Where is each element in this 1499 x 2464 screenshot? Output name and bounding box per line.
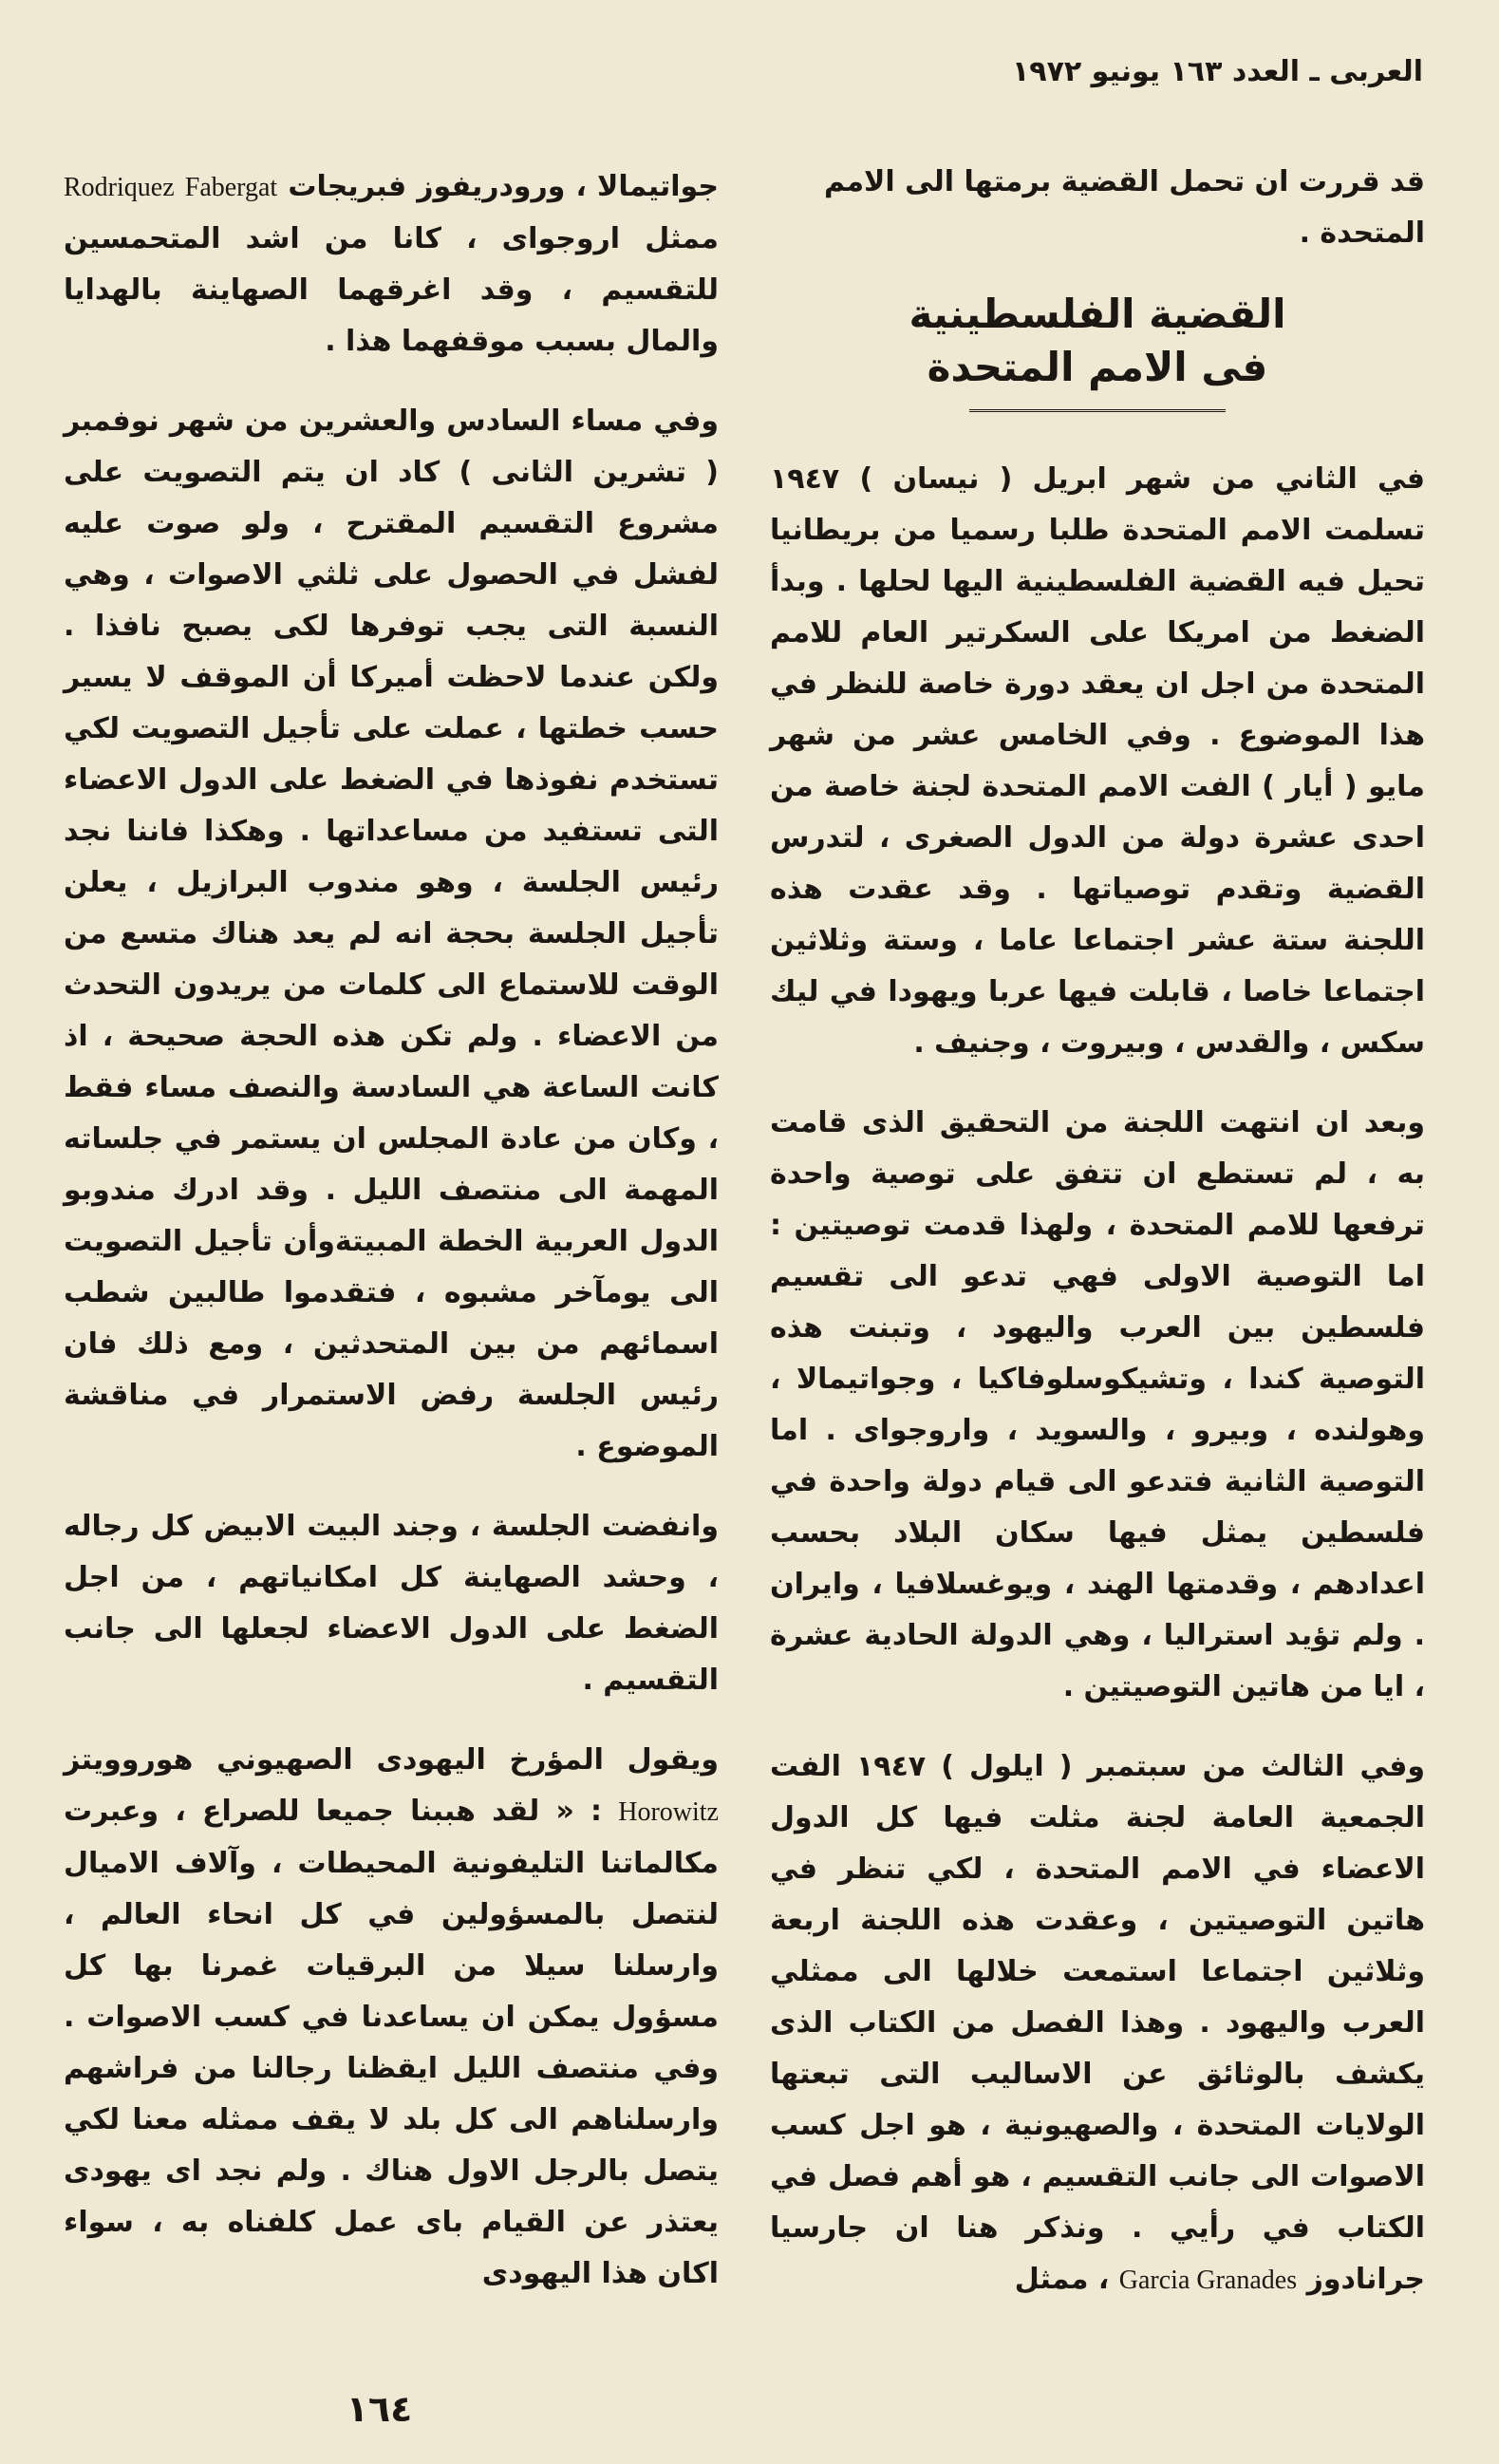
paragraph-3-end: ، ممثل (1014, 2263, 1110, 2296)
latin-name-horowitz: Horowitz (618, 1797, 719, 1827)
paragraph-7 (64, 1735, 719, 2300)
paragraph-2: وبعد ان انتهت اللجنة من التحقيق الذى قامت به ، لم تستطع ان تتفق على توصية واحدة ترفعها للامم المتحدة ، ولهذا قدمت توصيتين : اما التوصية الاولى فهي تدعو الى تقسيم فلسطين بين العرب واليهود ، وتبنت هذه التوصية كندا ، وتشيكوسلوفاكيا ، وجواتيمالا ، وهولنده ، وبيرو ، والسويد ، واروجواى . اما التوصية الثانية فتدعو الى قيام دولة واحدة في فلسطين يمثل فيها سكان البلاد بحسب اعدادهم ، وقدمتها الهند ، ويوغسلافيا ، وايران . ولم تؤيد استراليا ، وهي الدولة الحادية عشرة ، ايا من هاتين التوصيتين . (770, 1106, 1425, 1703)
paragraph-3-text: وفي الثالث من سبتمبر ( ايلول ) ١٩٤٧ الفت الجمعية العامة لجنة مثلت فيها كل الدول الاعضاء في الامم المتحدة ، لكي تنظر في هاتين التوصيتين ، وعقدت هذه اللجنة اربعة وثلاثين اجتماعا استمعت خلالها الى ممثلي العرب واليهود . وهذا الفصل من الكتاب الذى يكشف بالوثائق عن الاساليب التى تبعتها الولايات المتحدة ، والصهيونية ، هو اجل كسب الاصوات الى جانب التقسيم ، هو أهم فصل في الكتاب في رأيي . ونذكر هنا ان جارسيا جرانادوز (770, 1750, 1425, 2296)
section-title-line-2: فى الامم المتحدة (927, 344, 1268, 390)
title-underline (969, 400, 1226, 412)
paragraph-4-rest: ممثل اروجواى ، كانا من اشد المتحمسين للتقسيم ، وقد اغرقهما الصهاينة بالهدايا والمال بسبب موقفهما هذا . (64, 222, 719, 358)
latin-name-rodriquez: Rodriquez (64, 173, 175, 202)
left-column (64, 157, 719, 2328)
paragraph-7-start: ويقول المؤرخ اليهودى الصهيوني هوروويتز (64, 1743, 719, 1777)
paragraph-4-start: جواتيمالا ، ورودريفوز فبريجات (288, 170, 719, 203)
section-title (770, 288, 1425, 394)
right-column (770, 157, 1425, 2335)
paragraph-4 (64, 161, 719, 367)
paragraph-1: في الثاني من شهر ابريل ( نيسان ) ١٩٤٧ تسلمت الامم المتحدة طلبا رسميا من بريطانيا تحيل فيه القضية الفلسطينية اليها لحلها . وبدأ الضغط من امريكا على السكرتير العام للامم المتحدة من اجل ان يعقد دورة خاصة للنظر في هذا الموضوع . وفي الخامس عشر من شهر مايو ( أيار ) الفت الامم المتحدة لجنة خاصة من احدى عشرة دولة من الدول الصغرى ، لتدرس القضية وتقدم توصياتها . وقد عقدت هذه اللجنة ستة عشر اجتماعا عاما ، وستة وثلاثين اجتماعا خاصا ، قابلت فيها عربا ويهودا في ليك سكس ، والقدس ، وبيروت ، وجنيف . (770, 462, 1425, 1060)
running-header: العربى ـ العدد ١٦٣ يونيو ١٩٧٢ (1011, 55, 1423, 88)
page-number: ١٦٤ (346, 2388, 413, 2430)
latin-name-granados: Garcia Granades (1118, 2266, 1298, 2295)
paragraph-7-rest: : « لقد هببنا جميعا للصراع ، وعبرت مكالماتنا التليفونية المحيطات ، وآلاف الاميال لنتصل بالمسؤولين في كل انحاء العالم ، وارسلنا سيلا من البرقيات غمرنا بها كل مسؤول يمكن ان يساعدنا في كسب الاصوات . وفي منتصف الليل ايقظنا رجالنا من فراشهم وارسلناهم الى كل بلد لا يقف ممثله معنا لكي يتصل بالرجل الاول هناك . ولم نجد اى يهودى يعتذر عن القيام باى عمل كلفناه به ، سواء اكان هذا اليهودى (64, 1795, 719, 2290)
paragraph-5: وفي مساء السادس والعشرين من شهر نوفمبر ( تشرين الثانى ) كاد ان يتم التصويت على مشروع التقسيم المقترح ، ولو صوت عليه لفشل في الحصول على ثلثي الاصوات ، وهي النسبة التى يجب توفرها لكى يصبح نافذا . ولكن عندما لاحظت أميركا أن الموقف لا يسير حسب خطتها ، عملت على تأجيل التصويت لكي تستخدم نفوذها في الضغط على الدول الاعضاء التى تستفيد من مساعداتها . وهكذا فاننا نجد رئيس الجلسة ، وهو مندوب البرازيل ، يعلن تأجيل الجلسة بحجة انه لم يعد هناك متسع من الوقت للاستماع الى كلمات من يريدون التحدث من الاعضاء . ولم تكن هذه الحجة صحيحة ، اذ كانت الساعة هي السادسة والنصف مساء فقط ، وكان من عادة المجلس ان يستمر في جلساته المهمة الى منتصف الليل . وقد ادرك مندوبو الدول العربية الخطة المبيتةوأن تأجيل التصويت الى يومآخر مشبوه ، فتقدموا طالبين شطب اسمائهم من بين المتحدثين ، ومع ذلك فان رئيس الجلسة رفض الاستمرار في مناقشة الموضوع . (64, 404, 719, 1463)
intro-paragraph: قد قررت ان تحمل القضية برمتها الى الامم المتحدة . (823, 165, 1425, 250)
paragraph-6: وانفضت الجلسة ، وجند البيت الابيض كل رجاله ، وحشد الصهاينة كل امكانياتهم ، من اجل الضغط على الدول الاعضاء لجعلها الى جانب التقسيم . (64, 1510, 719, 1697)
paragraph-3 (770, 1741, 1425, 2306)
section-title-line-1: القضية الفلسطينية (909, 291, 1286, 337)
latin-name-fabergat: Fabergat (184, 173, 278, 202)
